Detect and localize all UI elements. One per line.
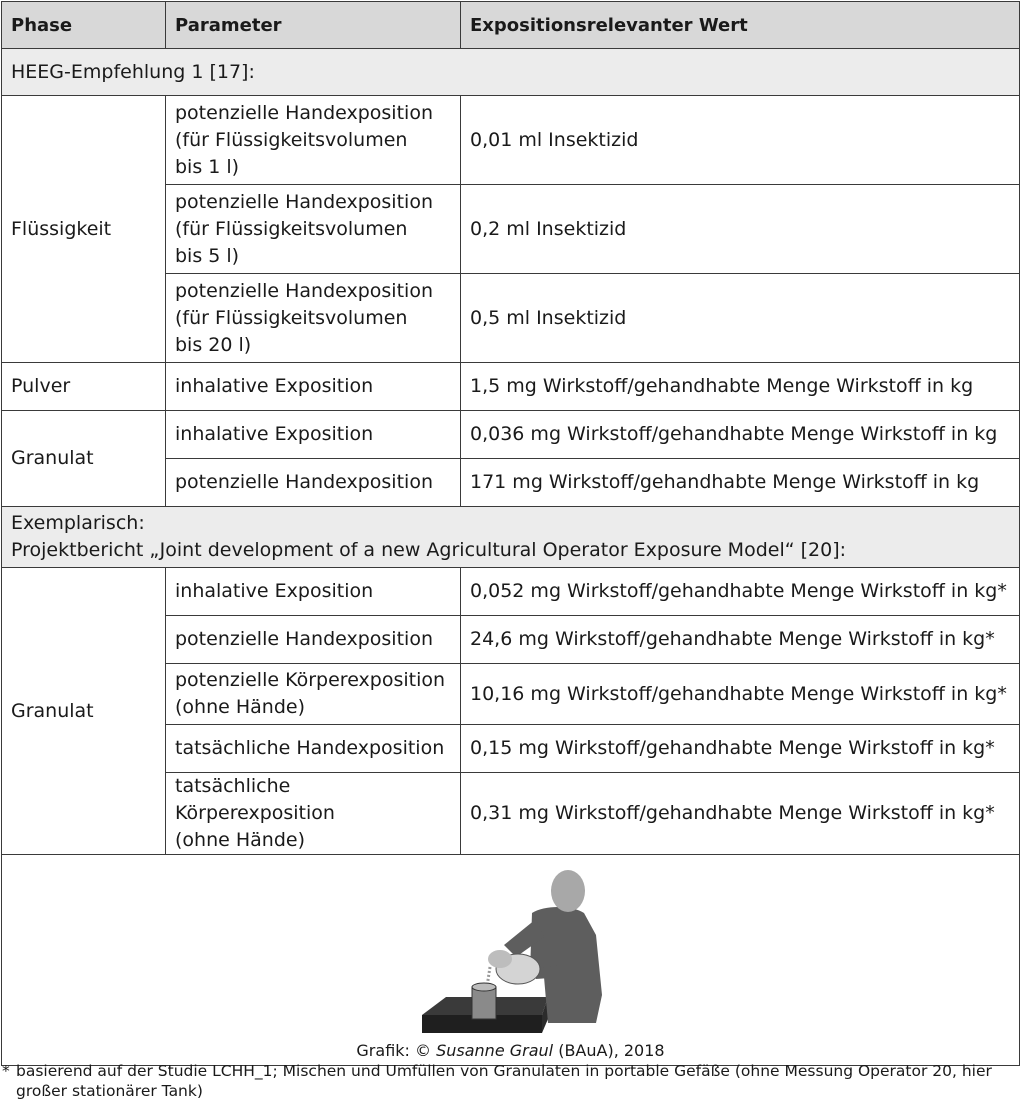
value-cell: 0,5 ml Insektizid xyxy=(461,274,1020,363)
value-cell: 0,2 ml Insektizid xyxy=(461,185,1020,274)
parameter-line: (für Flüssigkeitsvolumen xyxy=(175,306,408,329)
parameter-cell xyxy=(166,96,461,185)
table-row xyxy=(2,568,1020,616)
parameter-line: (für Flüssigkeitsvolumen xyxy=(175,128,408,151)
figure xyxy=(2,855,1019,1065)
phase-cell: Pulver xyxy=(2,363,166,411)
value-cell: 0,036 mg Wirkstoff/gehandhabte Menge Wirkstoff in kg xyxy=(461,411,1020,459)
caption-suffix: (BAuA), 2018 xyxy=(553,1041,665,1060)
header-parameter: Parameter xyxy=(166,2,461,49)
footnote-text: basierend auf der Studie LCHH_1; Mischen und Umfüllen von Granulaten in portable Gefäße (ohne Messung Operator 20, hier großer stationärer Tank) xyxy=(16,1062,992,1100)
parameter-cell xyxy=(166,185,461,274)
phase-cell: Granulat xyxy=(2,568,166,855)
figure-cell xyxy=(2,855,1020,1066)
parameter-line: (für Flüssigkeitsvolumen xyxy=(175,217,408,240)
parameter-cell: inhalative Exposition xyxy=(166,363,461,411)
value-cell: 0,15 mg Wirkstoff/gehandhabte Menge Wirkstoff in kg* xyxy=(461,725,1020,773)
parameter-cell xyxy=(166,773,461,855)
parameter-line: potenzielle Handexposition xyxy=(175,190,433,213)
phase-cell: Flüssigkeit xyxy=(2,96,166,363)
parameter-line: potenzielle Körperexposition xyxy=(175,669,446,691)
section-title-line: Exemplarisch: xyxy=(11,512,145,534)
parameter-line: bis 1 l) xyxy=(175,155,240,178)
figure-row xyxy=(2,855,1020,1066)
parameter-line: (ohne Hände) xyxy=(175,696,305,718)
section-heading-exemplarisch xyxy=(2,507,1020,568)
parameter-cell: inhalative Exposition xyxy=(166,411,461,459)
parameter-cell xyxy=(166,664,461,725)
person-pouring-granulate-illustration xyxy=(420,865,606,1033)
header-phase: Phase xyxy=(2,2,166,49)
value-cell: 0,31 mg Wirkstoff/gehandhabte Menge Wirkstoff in kg* xyxy=(461,773,1020,855)
parameter-cell: tatsächliche Handexposition xyxy=(166,725,461,773)
figure-caption xyxy=(2,1041,1019,1061)
caption-author: Susanne Graul xyxy=(436,1041,554,1060)
parameter-cell xyxy=(166,274,461,363)
parameter-line: potenzielle Handexposition xyxy=(175,101,433,124)
phase-cell: Granulat xyxy=(2,411,166,507)
caption-prefix: Grafik: © xyxy=(356,1041,437,1060)
section-title-line: Projektbericht „Joint development of a new Agricultural Operator Exposure Model“ [20]: xyxy=(11,539,847,561)
parameter-line: (ohne Hände) xyxy=(175,829,305,851)
section-title: HEEG-Empfehlung 1 [17]: xyxy=(2,49,1020,96)
exposure-table xyxy=(1,1,1020,1066)
header-row xyxy=(2,2,1020,49)
parameter-line: bis 5 l) xyxy=(175,244,240,267)
table-row xyxy=(2,411,1020,459)
parameter-line: tatsächliche Körperexposition xyxy=(175,775,335,824)
header-value: Expositionsrelevanter Wert xyxy=(461,2,1020,49)
section-title xyxy=(2,507,1020,568)
value-cell: 1,5 mg Wirkstoff/gehandhabte Menge Wirkstoff in kg xyxy=(461,363,1020,411)
value-cell: 171 mg Wirkstoff/gehandhabte Menge Wirkstoff in kg xyxy=(461,459,1020,507)
parameter-cell: potenzielle Handexposition xyxy=(166,616,461,664)
parameter-cell: potenzielle Handexposition xyxy=(166,459,461,507)
value-cell: 0,052 mg Wirkstoff/gehandhabte Menge Wirkstoff in kg* xyxy=(461,568,1020,616)
section-heading-heeg xyxy=(2,49,1020,96)
table-row xyxy=(2,363,1020,411)
footnote-mark: * xyxy=(2,1062,10,1080)
parameter-cell: inhalative Exposition xyxy=(166,568,461,616)
parameter-line: bis 20 l) xyxy=(175,333,252,356)
table-row xyxy=(2,96,1020,185)
parameter-line: potenzielle Handexposition xyxy=(175,279,433,302)
value-cell: 10,16 mg Wirkstoff/gehandhabte Menge Wirkstoff in kg* xyxy=(461,664,1020,725)
footnote xyxy=(2,1061,1012,1101)
value-cell: 0,01 ml Insektizid xyxy=(461,96,1020,185)
value-cell: 24,6 mg Wirkstoff/gehandhabte Menge Wirkstoff in kg* xyxy=(461,616,1020,664)
